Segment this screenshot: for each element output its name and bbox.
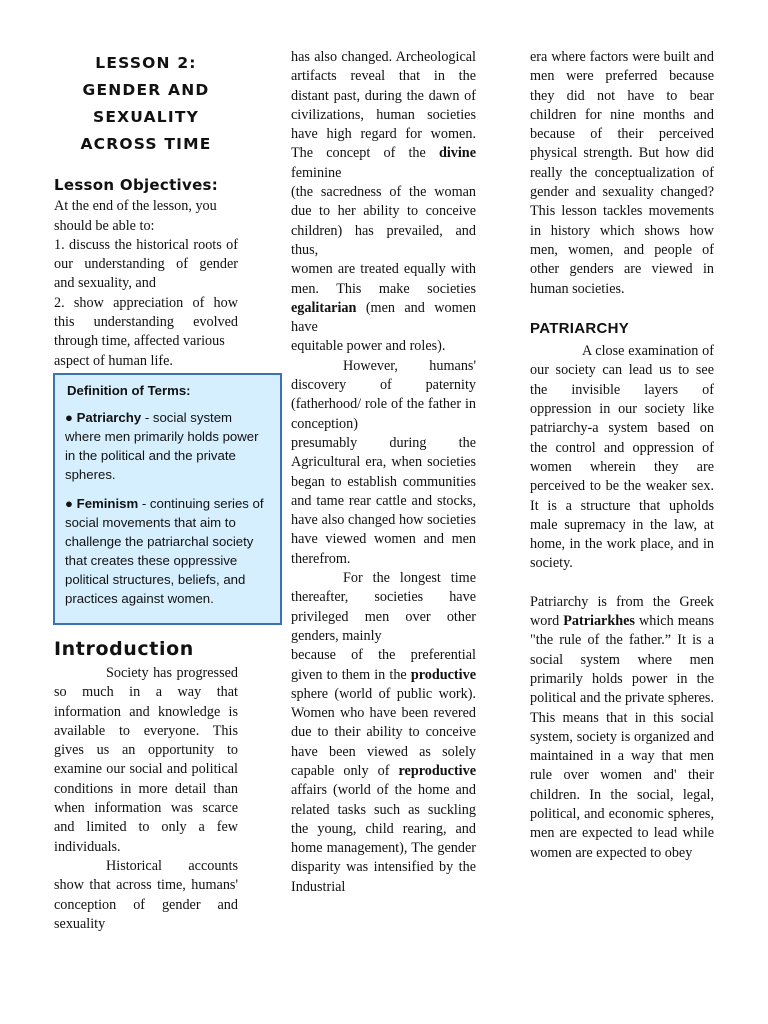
column-left	[54, 48, 238, 371]
def-patriarchy: - social system where men primarily holds power in the political and the private spheres.	[65, 410, 259, 482]
text-run: affairs (world of the home and related tasks such as suckling the young, child rearing, and home management), The gender disparity was intensified by the Industrial	[291, 782, 476, 895]
def-feminism: - continuing series of social movements that aim to challenge the patriarchal society that creates these oppressive political structures, beliefs, and practices against women.	[65, 496, 264, 606]
column-middle	[291, 48, 476, 897]
definitions-box	[53, 373, 282, 625]
term-divine: divine	[438, 145, 476, 162]
term-productive: productive	[410, 666, 476, 683]
col3-paragraph-3	[530, 593, 714, 863]
col2-paragraph-1d: equitable power and roles).	[291, 338, 446, 355]
text-run: women are treated equally with men. This make societies	[291, 261, 476, 297]
text-run: has also changed. Archeological artifacts reveal that in the distant past, during the dawn of civilizations, human societies have high regard for women. The concept of the	[291, 49, 476, 162]
bullet-icon: ●	[65, 496, 73, 511]
definition-feminism	[65, 494, 270, 608]
objectives-heading: Lesson Objectives:	[54, 176, 219, 194]
intro-paragraph-1: Society has progressed so much in a way that information and knowledge is available to everyone. This gives us an opportunity to examine our social and political conditions in more detail than when information was scarce and limited to only a few individuals.	[54, 665, 238, 855]
col3-paragraph-2: A close examination of our society can lead us to see the invisible layers of oppression in our society like patriarchy-a system based on the control and oppression of women wherein they are perceived to be the weaker sex. It is a structure that upholds male supremacy in the law, at home, in the work place, and in society.	[530, 343, 714, 572]
bullet-icon: ●	[65, 410, 73, 425]
col2-paragraph-1c	[291, 260, 476, 337]
definition-patriarchy	[65, 408, 270, 484]
definitions-heading: Definition of Terms:	[67, 383, 191, 398]
term-reproductive: reproductive	[398, 762, 476, 779]
term-patriarchy: Patriarchy	[76, 410, 142, 425]
objective-item-1: 1. discuss the historical roots of our understanding of gender and sexuality, and	[54, 236, 238, 292]
col2-paragraph-2b: presumably during the Agricultural era, when societies began to establish communities and tame rear cattle and stocks, have also changed how societies have viewed women and men therefrom.	[291, 434, 476, 567]
column-right	[530, 48, 714, 863]
text-run: because of the preferential given to them in the	[291, 647, 476, 683]
introduction-heading: Introduction	[54, 638, 194, 660]
intro-paragraph-2: Historical accounts show that across time, humans' conception of gender and sexuality	[54, 857, 238, 932]
lesson-title: LESSON 2: GENDER AND SEXUALITY ACROSS TIME	[80, 54, 212, 153]
col3-paragraph-1: era where factors were built and men were preferred because they did not have to bear children for nine months and because of their perceived physical strength. But how did really the conceptualization of gender and sexuality changed? This lesson tackles movements in history which shows how men, women, and people of other genders are viewed in human societies.	[530, 49, 714, 297]
col2-paragraph-3b	[291, 646, 476, 897]
objective-item-2: 2. show appreciation of how this understanding evolved through time, affected various	[54, 294, 238, 350]
text-run: sphere (world of public work). Women who have been revered due to their ability to conceive have been viewed as solely capable only of	[291, 685, 476, 779]
text-run: Patriarchy is from the Greek word	[530, 593, 714, 630]
patriarchy-heading: PATRIARCHY	[530, 319, 630, 337]
text-run: which means "the rule of the father.” It is a social system where men primarily holds power in the political and the private spheres. This means that in this social system, society is organized and maintained in a way that men rule over women and' their children. In the social, legal, political, and economic spheres, men are expected to lead while women are expected to obey	[530, 613, 714, 861]
term-feminism: Feminism	[76, 496, 139, 511]
paragraph-gap	[530, 574, 714, 593]
col2-paragraph-3: For the longest time thereafter, societies have privileged men over other genders, mainly	[291, 570, 476, 644]
col2-paragraph-1	[291, 48, 476, 183]
introduction-body	[54, 664, 238, 934]
col2-paragraph-1b: (the sacredness of the woman due to her ability to conceive children) has prevailed, and thus,	[291, 184, 476, 258]
text-run: feminine	[291, 164, 342, 181]
term-egalitarian: egalitarian	[291, 299, 357, 316]
objectives-intro: At the end of the lesson, you should be able to:	[54, 198, 217, 234]
text-run: (men and women have	[291, 299, 476, 336]
col2-paragraph-2: However, humans' discovery of paternity (fatherhood/ role of the father in conception)	[291, 357, 476, 432]
objective-item-2-cont: aspect of human life.	[54, 352, 173, 369]
term-patriarkhes: Patriarkhes	[563, 613, 635, 630]
